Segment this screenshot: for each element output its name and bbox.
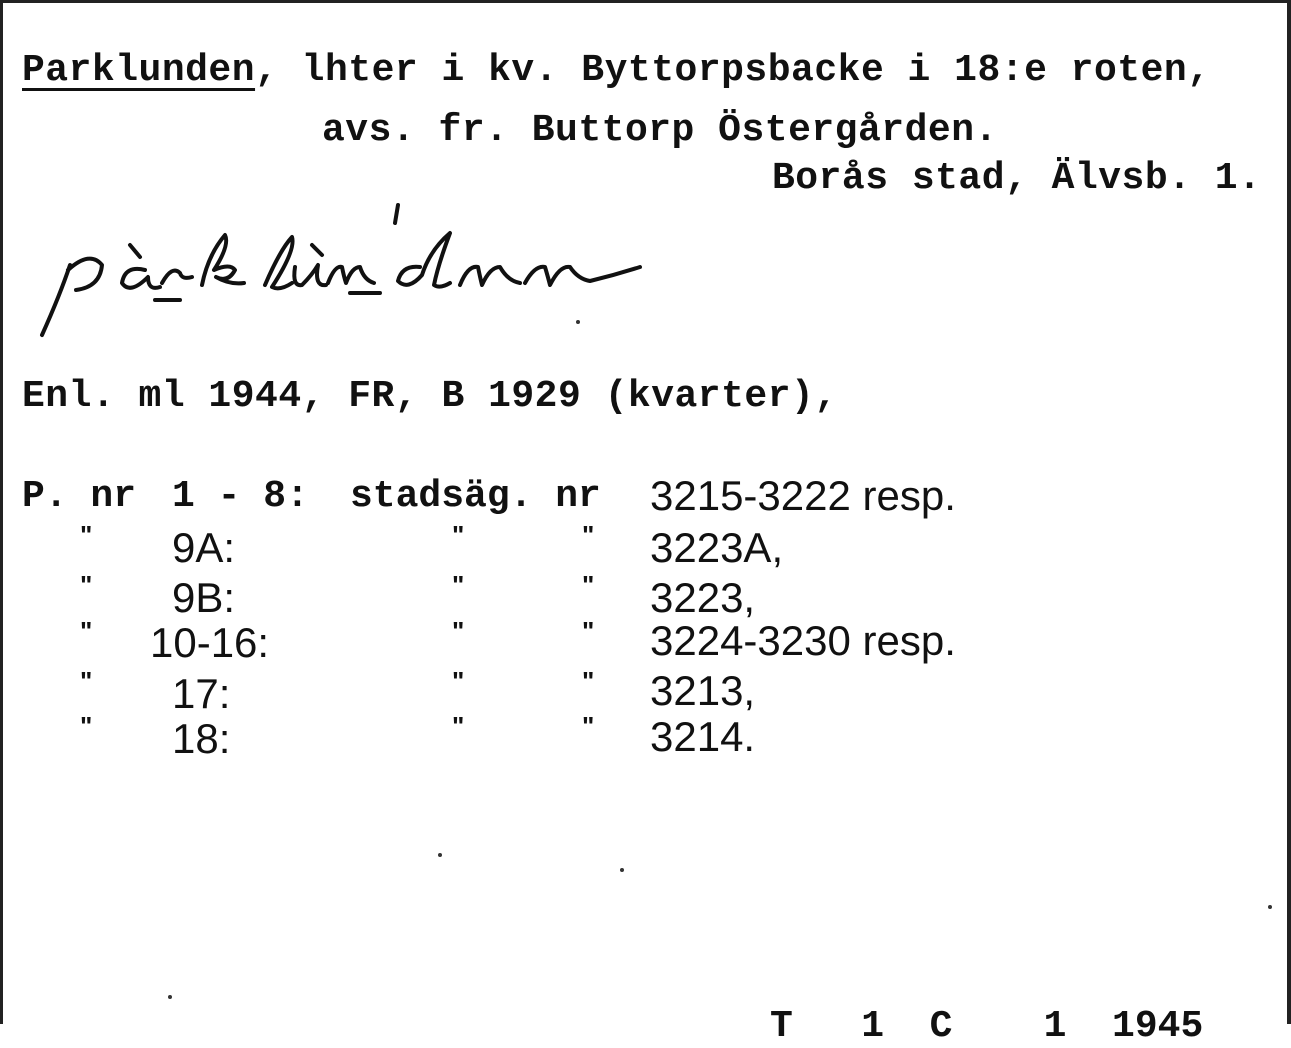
ditto-mark: "	[582, 666, 595, 696]
ink-speck	[438, 853, 442, 857]
heading-line-2: avs. fr. Buttorp Östergården.	[322, 109, 998, 152]
ditto-mark: "	[80, 711, 93, 741]
ditto-mark: "	[452, 616, 465, 646]
ditto-mark: "	[582, 520, 595, 550]
parcel-number: 9A:	[172, 524, 236, 571]
heading-line-1	[22, 49, 1211, 92]
ditto-mark: "	[80, 570, 93, 600]
ditto-mark: "	[582, 711, 595, 741]
card-right-edge	[1287, 0, 1291, 1024]
ditto-mark: "	[80, 520, 93, 550]
parcel-number: 17:	[172, 670, 231, 717]
card-top-edge	[0, 0, 1291, 3]
parcel-value: 3214.	[650, 713, 756, 760]
card-left-edge	[0, 0, 3, 1024]
ditto-mark: "	[452, 520, 465, 550]
ditto-mark: "	[582, 616, 595, 646]
parcel-value-text: 3215-3222 resp.	[650, 472, 956, 519]
ditto-mark: "	[80, 666, 93, 696]
ditto-mark: "	[80, 616, 93, 646]
parcel-value	[650, 472, 956, 520]
ink-speck	[168, 995, 172, 999]
ink-speck	[620, 868, 624, 872]
place-name: Parklunden	[22, 49, 256, 92]
parcel-prefix: P. nr	[22, 475, 137, 518]
parcel-number: 9B:	[172, 574, 236, 621]
parcel-number: 10-16:	[150, 619, 270, 666]
parcel-value: 3213,	[650, 667, 756, 714]
parcel-value: 3223,	[650, 574, 756, 621]
parcel-value	[650, 617, 956, 664]
parcel-value-text: 3224-3230 resp.	[650, 617, 956, 664]
parcel-number: 18:	[172, 715, 231, 762]
source-line: Enl. ml 1944, FR, B 1929 (kvarter),	[22, 375, 838, 418]
handwritten-pronunciation	[30, 195, 670, 345]
ink-speck	[1268, 905, 1272, 909]
ditto-mark: "	[452, 711, 465, 741]
ditto-mark: "	[452, 666, 465, 696]
ditto-mark: "	[452, 570, 465, 600]
parcel-number: 1 - 8:	[172, 475, 309, 518]
ditto-mark: "	[582, 570, 595, 600]
heading-line-3: Borås stad, Älvsb. 1.	[772, 157, 1262, 200]
heading-description: , lhter i kv. Byttorpsbacke i 18:e roten,	[255, 49, 1211, 92]
ink-speck	[576, 320, 580, 324]
parcel-label: stadsäg. nr	[350, 475, 601, 518]
footer-partial-text: T 1 C 1 1945	[770, 1005, 1204, 1048]
parcel-value: 3223A,	[650, 524, 784, 571]
